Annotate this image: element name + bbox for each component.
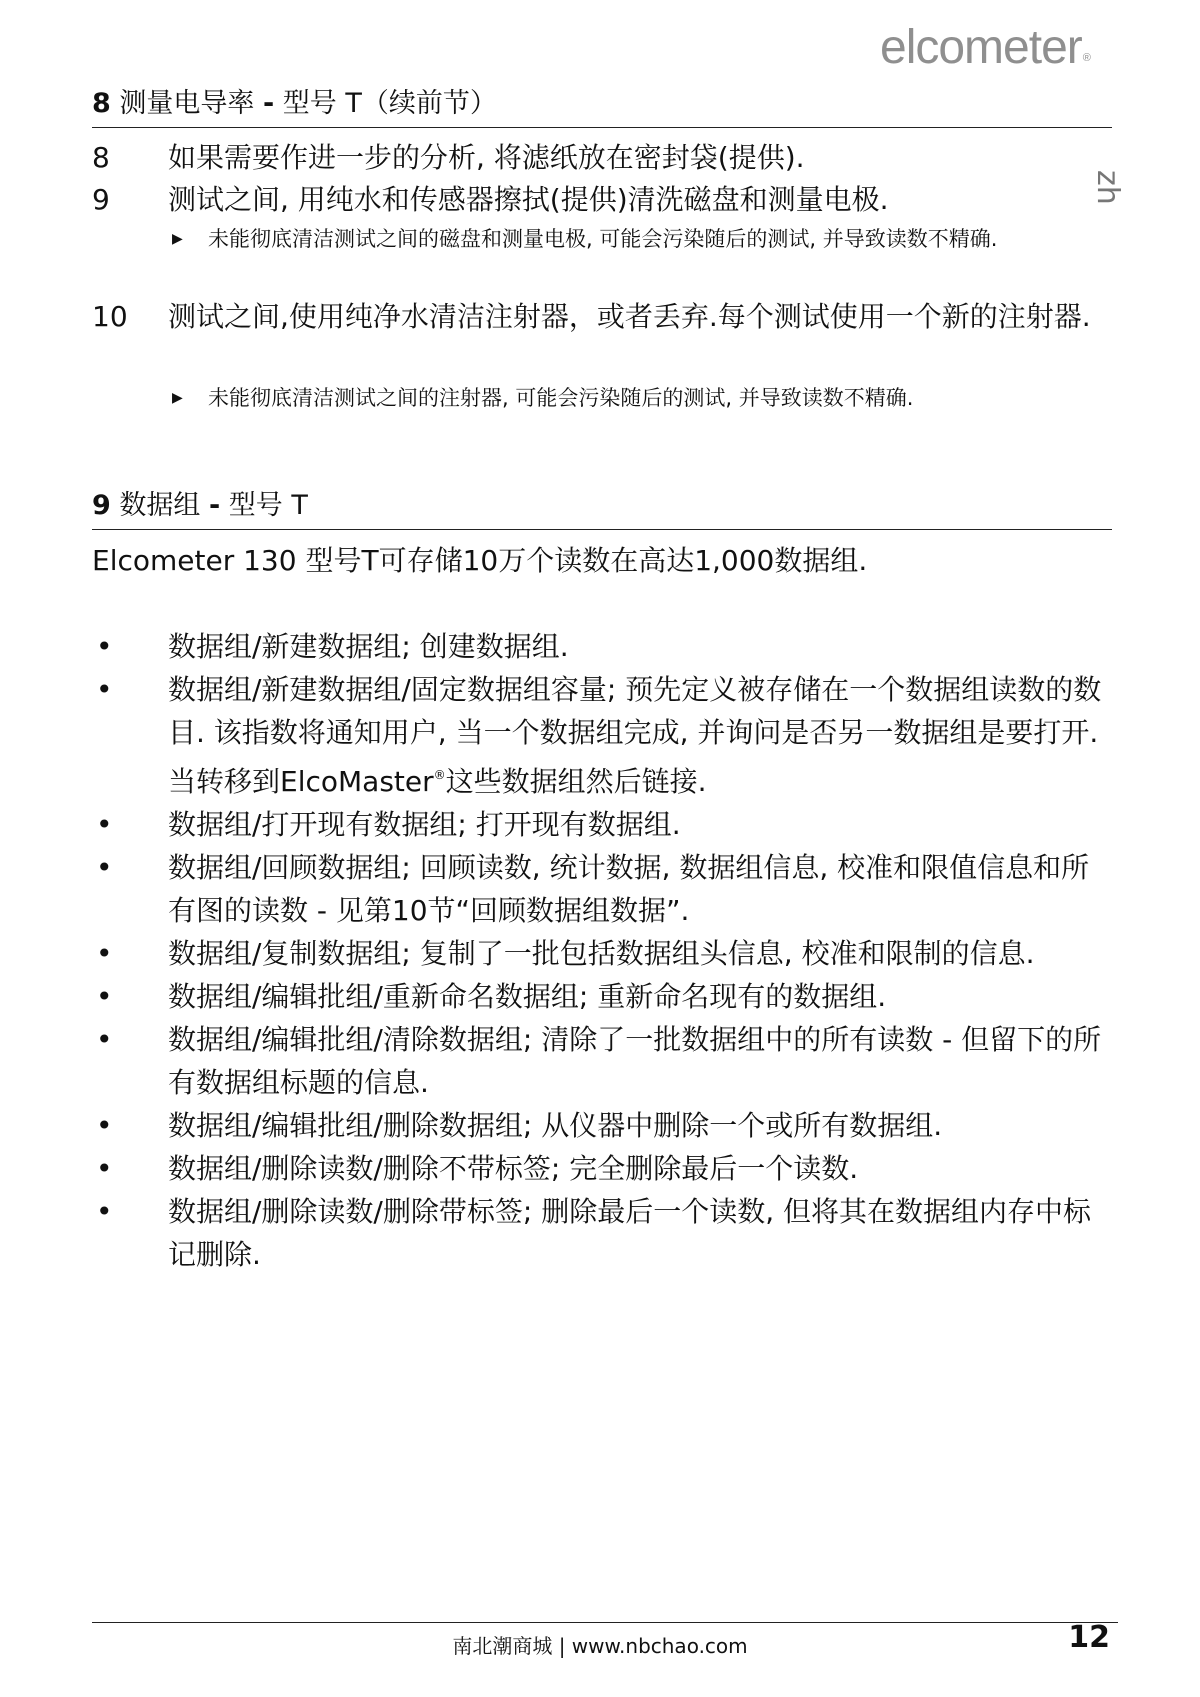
step-text: 如果需要作进一步的分析, 将滤纸放在密封袋(提供). (168, 141, 805, 174)
bullet-icon: • (96, 630, 113, 663)
step-text: 测试之间,使用纯净水清洁注射器，或者丢弃.每个测试使用一个新的注射器. (168, 300, 1091, 333)
registered-mark: ® (433, 768, 446, 782)
bullet-icon: • (96, 1195, 113, 1228)
bullet-icon: • (96, 1023, 113, 1056)
list-item: • 数据组/删除读数/删除带标签; 删除最后一个读数, 但将其在数据组内存中标记删除. (92, 1190, 1108, 1276)
bullet-icon: • (96, 851, 113, 884)
language-tab: zh (1090, 170, 1125, 205)
step-text: 测试之间, 用纯水和传感器擦拭(提供)清洗磁盘和测量电极. (168, 183, 889, 216)
triangle-right-icon: ▶ (172, 390, 183, 406)
section-dash: - (208, 490, 221, 521)
list-item: • 数据组/新建数据组; 创建数据组. (92, 625, 1108, 668)
section-number: 9 (92, 490, 111, 521)
list-item: • 数据组/编辑批组/删除数据组; 从仪器中删除一个或所有数据组. (92, 1104, 1108, 1147)
list-item: • 数据组/复制数据组; 复制了一批包括数据组头信息, 校准和限制的信息. (92, 932, 1108, 975)
section-dash: - (262, 88, 275, 119)
bullet-icon: • (96, 980, 113, 1013)
bullet-icon: • (96, 1109, 113, 1142)
footer-divider (92, 1622, 1118, 1623)
footer-site: 南北潮商城 | www.nbchao.com (452, 1634, 748, 1658)
section-number: 8 (92, 88, 111, 119)
bullet-icon: • (96, 937, 113, 970)
triangle-right-icon: ▶ (172, 231, 183, 247)
section-subtitle: 型号 T (228, 490, 308, 521)
list-item: • 数据组/删除读数/删除不带标签; 完全删除最后一个读数. (92, 1147, 1108, 1190)
section-9-heading (92, 487, 1112, 530)
feature-list (92, 625, 1122, 1276)
section-8-heading (92, 85, 1112, 128)
step-number: 9 (92, 183, 110, 216)
section-subtitle: 型号 T（续前节） (282, 88, 497, 119)
note-text: 未能彻底清洁测试之间的磁盘和测量电极, 可能会污染随后的测试, 并导致读数不精确. (208, 227, 998, 251)
list-item: • 数据组/编辑批组/重新命名数据组; 重新命名现有的数据组. (92, 975, 1108, 1018)
bullet-icon: • (96, 673, 113, 706)
bullet-icon: • (96, 808, 113, 841)
list-item: • 数据组/打开现有数据组; 打开现有数据组. (92, 803, 1108, 846)
step-number: 8 (92, 141, 110, 174)
section-intro: Elcometer 130 型号T可存储10万个读数在高达1,000数据组. (92, 544, 868, 577)
bullet-icon: • (96, 1152, 113, 1185)
section-title: 测量电导率 (119, 88, 255, 119)
list-item: • 数据组/回顾数据组; 回顾读数, 统计数据, 数据组信息, 校准和限值信息和所有图的读数 - 见第10节“回顾数据组数据”. (92, 846, 1108, 932)
section-title: 数据组 (119, 490, 201, 521)
list-item: • 数据组/新建数据组/固定数据组容量; 预先定义被存储在一个数据组读数的数目. 该指数将通知用户, 当一个数据组完成, 并询问是否另一数据组是要打开. 当转移到ElcoMaster®这些数据组然后链接. (92, 668, 1108, 803)
step-number: 10 (92, 300, 128, 333)
note-text: 未能彻底清洁测试之间的注射器, 可能会污染随后的测试, 并导致读数不精确. (208, 386, 914, 410)
elcometer-logo: elcometer® (880, 21, 1090, 74)
list-item: • 数据组/编辑批组/清除数据组; 清除了一批数据组中的所有读数 - 但留下的所有数据组标题的信息. (92, 1018, 1108, 1104)
page-number: 12 (1068, 1620, 1110, 1655)
